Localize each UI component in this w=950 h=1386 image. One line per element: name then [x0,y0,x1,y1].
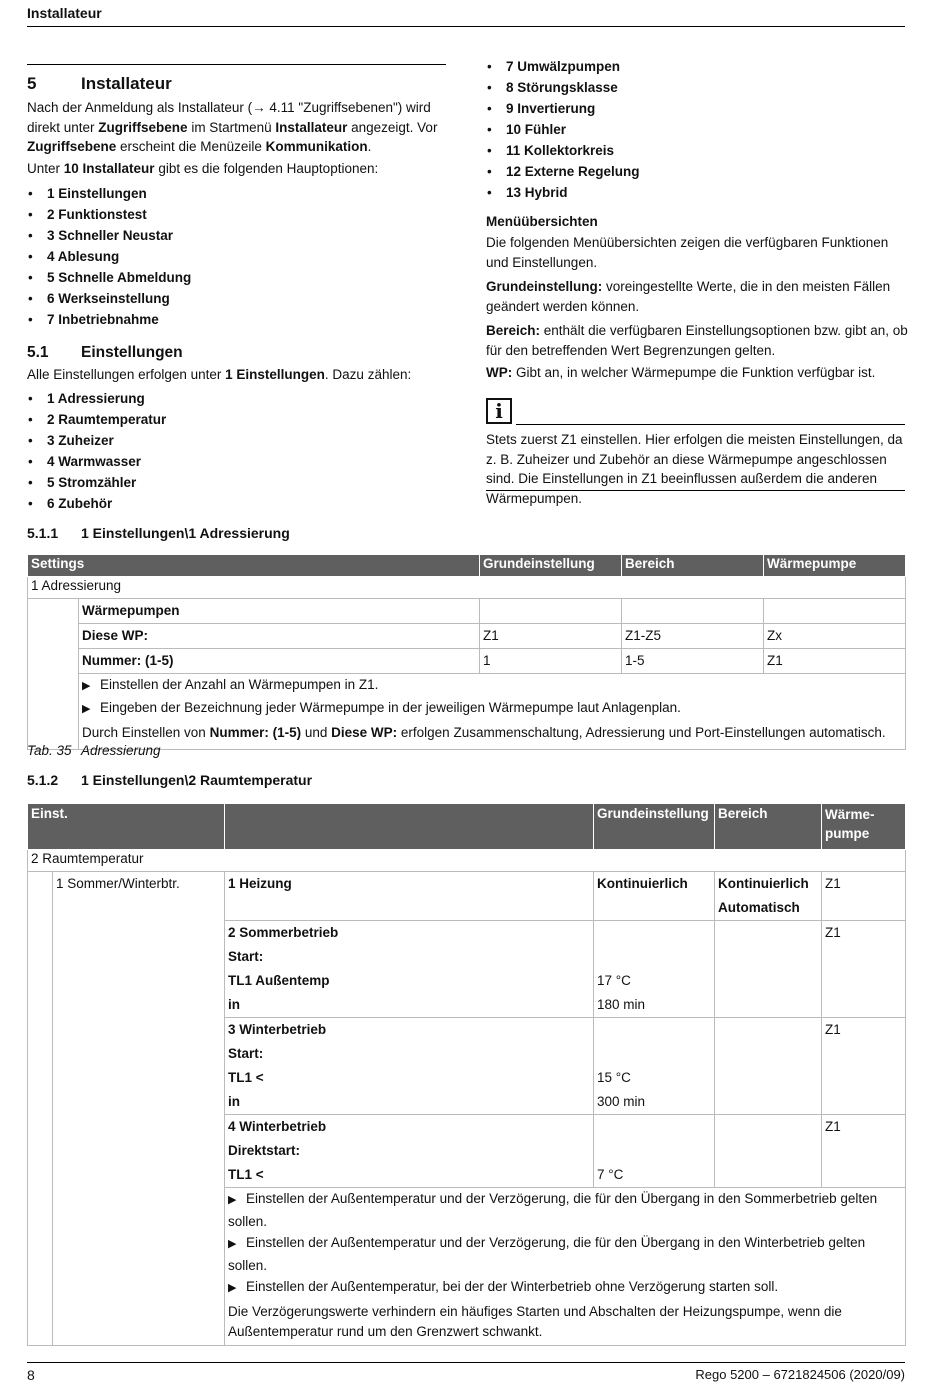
section-5-1-1-heading [27,524,290,542]
indent-cell [28,599,79,750]
section-number: 5.1 [27,344,49,361]
cell-grund: 17 °C 180 min [594,921,715,1018]
table-notes [79,674,906,750]
group-label: 1 Adressierung [28,577,906,599]
table-row [28,649,906,674]
list-item: • 2 Funktionstest [27,204,191,225]
setting-label: 4 Winterbetrieb Direktstart: TL1 < [225,1115,594,1188]
list-item: • 7 Inbetriebnahme [27,309,191,330]
menu-overview-text: Die folgenden Menüübersichten zeigen die verfügbaren Funktionen und Einstellungen. [486,235,889,270]
list-item: • 4 Ablesung [27,246,191,267]
list-item: • 10 Fühler [486,119,640,140]
cell-grund [480,599,622,624]
setting-label: 3 Winterbetrieb Start: TL1 < in [225,1018,594,1115]
table-footnote: Die Verzögerungswerte verhindern ein häufiges Starten und Abschalten der Heizungspumpe, wenn die Außentemperatur rund um den Grenzwert schwankt. [228,1304,842,1339]
bullet-icon: • [28,228,33,243]
list-item: • 5 Stromzähler [27,472,166,493]
setting-label: Diese WP: [79,624,480,649]
cell-wp: Z1 [764,649,906,674]
setting-label: 2 Sommerbetrieb Start: TL1 Außentemp in [225,921,594,1018]
note: ▶ Einstellen der Anzahl an Wärmepumpen in Z1. [82,674,902,697]
cell-wp: Z1 [822,872,906,921]
bullet-icon: • [28,186,33,201]
group-label: 2 Raumtemperatur [28,850,906,872]
note: ▶ Eingeben der Bezeichnung jeder Wärmepumpe in der jeweiligen Wärmepumpe laut Anlagenplan. [82,697,902,720]
arrow-right-icon: ▶ [228,1282,237,1294]
bullet-icon: • [28,454,33,469]
bullet-icon: • [487,80,492,95]
bullet-icon: • [28,433,33,448]
list-item: • 11 Kollektorkreis [486,140,640,161]
column-header: Grundeinstellung [594,804,715,850]
cell-bereich: Z1-Z5 [622,624,764,649]
list-item: • 1 Einstellungen [27,183,191,204]
note: ▶ Einstellen der Außentemperatur und der Verzögerung, die für den Übergang in den Sommerbetrieb gelten sollen. [228,1191,878,1229]
bullet-icon: • [487,101,492,116]
table-caption: Tab. 35 Adressierung [27,743,161,758]
list-item: • 9 Invertierung [486,98,640,119]
bullet-icon: • [28,412,33,427]
raumtemperatur-table [27,803,906,1346]
bullet-icon: • [28,475,33,490]
adressierung-table [27,554,906,750]
menu-overview-heading: Menüübersichten [486,214,598,229]
bullet-icon: • [487,143,492,158]
bullet-icon: • [28,270,33,285]
cell-wp: Z1 [822,1018,906,1115]
table-footnote: Durch Einstellen von Nummer: (1-5) und Diese WP: erfolgen Zusammenschaltung, Adressierung und Port-Einstellungen automatisch. [82,725,886,740]
bullet-icon: • [28,312,33,327]
arrow-right-icon: → [252,100,266,115]
bullet-icon: • [28,207,33,222]
sub-group-label: 1 Sommer/Winterbtr. [53,872,225,1346]
section-rule [27,64,446,65]
cell-bereich [715,921,822,1018]
arrow-right-icon: ▶ [228,1238,237,1250]
list-item: • 6 Werkseinstellung [27,288,191,309]
arrow-right-icon: ▶ [82,703,91,715]
list-item: • 13 Hybrid [486,182,640,203]
table-row [28,599,906,624]
cell-bereich [622,599,764,624]
column-header: Wärme- pumpe [822,804,906,850]
list-item: • 6 Zubehör [27,493,166,514]
running-header: Installateur [27,5,102,21]
list-item: • 8 Störungsklasse [486,77,640,98]
column-header: Bereich [715,804,822,850]
setting-label: Nummer: (1-5) [79,649,480,674]
bullet-icon: • [487,122,492,137]
column-header: Einst. [28,804,225,850]
column-header: Grundeinstellung [480,555,622,577]
bullet-icon: • [487,185,492,200]
cell-bereich [715,1018,822,1115]
indent-cell [28,872,53,1346]
column-header: Bereich [622,555,764,577]
bullet-icon: • [487,59,492,74]
column-header: Settings [28,555,480,577]
bereich-definition: Bereich: enthält die verfügbaren Einstellungsoptionen bzw. gibt an, ob für den betreffenden Wert Begrenzungen gelten. [486,323,908,358]
cell-wp: Z1 [822,1115,906,1188]
list-item: • 1 Adressierung [27,388,166,409]
settings-list-right [486,56,640,203]
cell-grund: 15 °C 300 min [594,1018,715,1115]
header-rule [27,26,905,27]
list-item: • 3 Zuheizer [27,430,166,451]
section-number: 5.1.2 [27,772,59,788]
section-number: 5.1.1 [27,525,59,541]
wp-definition: WP: Gibt an, in welcher Wärmepumpe die Funktion verfügbar ist. [486,365,876,380]
bullet-icon: • [28,391,33,406]
list-item: • 7 Umwälzpumpen [486,56,640,77]
arrow-right-icon: ▶ [82,680,91,692]
section-number: 5 [27,74,37,93]
section-5-1-heading [27,343,183,363]
info-bottom-rule [486,490,905,491]
section-5-intro: Nach der Anmeldung als Installateur (→ 4.11 "Zugriffsebenen") wird direkt unter Zugriffsebene im Startmenü Installateur angezeigt. Vor Zugriffsebene erscheint die Menüzeile Kommunikation. [27,100,438,154]
grundeinstellung-definition: Grundeinstellung: voreingestellte Werte, die in den meisten Fällen geändert werden können. [486,279,891,314]
cell-wp: Z1 [822,921,906,1018]
info-icon: i [486,398,512,424]
section-title: Installateur [81,74,172,93]
cell-grund: 1 [480,649,622,674]
note: ▶ Einstellen der Außentemperatur und der Verzögerung, die für den Übergang in den Winterbetrieb gelten sollen. [228,1235,866,1273]
section-5-1-intro: Alle Einstellungen erfolgen unter 1 Einstellungen. Dazu zählen: [27,367,412,382]
cell-wp: Zx [764,624,906,649]
column-header: Wärmepumpe [764,555,906,577]
setting-label: 1 Heizung [225,872,594,921]
cell-wp [764,599,906,624]
setting-label: Wärmepumpen [79,599,480,624]
cell-bereich: 1-5 [622,649,764,674]
footer-rule [27,1362,905,1363]
column-header [225,804,594,850]
bullet-icon: • [487,164,492,179]
bullet-icon: • [28,291,33,306]
cell-grund: Z1 [480,624,622,649]
list-item: • 4 Warmwasser [27,451,166,472]
list-item: • 12 Externe Regelung [486,161,640,182]
table-notes [225,1188,906,1346]
main-options-list [27,183,191,330]
cell-bereich: Kontinuierlich Automatisch [715,872,822,921]
options-intro: Unter 10 Installateur gibt es die folgenden Hauptoptionen: [27,161,379,176]
document-id: Rego 5200 – 6721824506 (2020/09) [695,1367,905,1382]
cell-bereich [715,1115,822,1188]
section-title: 1 Einstellungen\1 Adressierung [81,525,290,541]
table-row [28,872,906,921]
settings-list-left [27,388,166,514]
bullet-icon: • [28,496,33,511]
cell-grund: Kontinuierlich [594,872,715,921]
section-5-heading [27,73,172,95]
info-top-rule [516,424,905,425]
section-5-1-2-heading [27,771,312,789]
page-number: 8 [27,1367,35,1383]
cell-grund: 7 °C [594,1115,715,1188]
bullet-icon: • [28,249,33,264]
info-text: Stets zuerst Z1 einstellen. Hier erfolgen die meisten Einstellungen, da z. B. Zuheizer und Zubehör an diese Wärmepumpe angeschlossen sind. Die Einstellungen in Z1 beeinflussen außerdem die anderen Wärmepumpen. [486,432,903,506]
arrow-right-icon: ▶ [228,1194,237,1206]
section-title: 1 Einstellungen\2 Raumtemperatur [81,772,313,788]
note: ▶ Einstellen der Außentemperatur, bei der der Winterbetrieb ohne Verzögerung starten soll. [228,1276,902,1299]
table-row [28,624,906,649]
list-item: • 2 Raumtemperatur [27,409,166,430]
list-item: • 3 Schneller Neustar [27,225,191,246]
section-title: Einstellungen [81,344,183,361]
list-item: • 5 Schnelle Abmeldung [27,267,191,288]
